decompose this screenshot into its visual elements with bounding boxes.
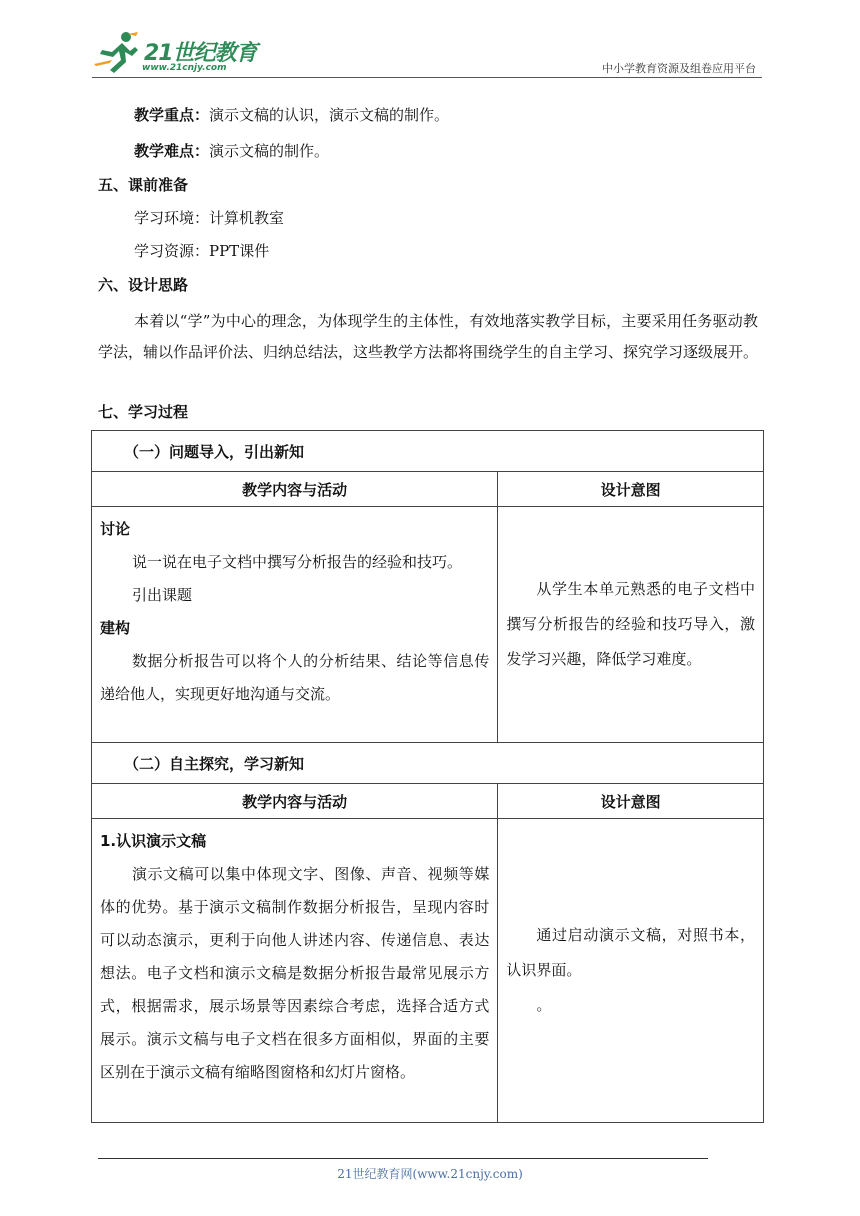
part2-intent-cell bbox=[498, 819, 764, 1123]
part2-intent-text: 通过启动演示文稿，对照书本，认识界面。 bbox=[506, 926, 755, 979]
header-divider bbox=[92, 77, 762, 78]
part1-col-intent: 设计意图 bbox=[498, 472, 764, 507]
section7-title: 七、学习过程 bbox=[98, 403, 189, 421]
part2-title: （二）自主探究，学习新知 bbox=[92, 743, 764, 784]
part2-intent-extra: 。 bbox=[536, 996, 552, 1014]
section5-title: 五、课前准备 bbox=[98, 176, 189, 194]
part2-content-cell bbox=[92, 819, 498, 1123]
footer-divider bbox=[98, 1158, 708, 1159]
discussion-text: 说一说在电子文档中撰写分析报告的经验和技巧。 bbox=[132, 553, 463, 571]
key-points-label: 教学重点： bbox=[134, 106, 210, 124]
difficulty-label: 教学难点： bbox=[134, 142, 210, 160]
part1-title: （一）问题导入，引出新知 bbox=[92, 431, 764, 472]
part1-content-cell bbox=[92, 507, 498, 743]
difficulty-text: 演示文稿的制作。 bbox=[209, 142, 330, 160]
recognize-ppt-text: 演示文稿可以集中体现文字、图像、声音、视频等媒体的优势。基于演示文稿制作数据分析报告，呈现内容时可以动态演示，更利于向他人讲述内容、传递信息、表达想法。电子文档和演示文稿是数据分析报告最常见展示方式，根据需求，展示场景等因素综合考虑，选择合适方式展示。演示文稿与电子文档在很多方面相似，界面的主要区别在于演示文稿有缩略图窗格和幻灯片窗格。 bbox=[100, 865, 490, 1081]
key-points bbox=[134, 104, 449, 126]
design-idea-text: 本着以“学”为中心的理念，为体现学生的主体性，有效地落实教学目标，主要采用任务驱动教学法，辅以作品评价法、归纳总结法，这些教学方法都将围绕学生的自主学习、探究学习逐级展开。 bbox=[98, 312, 759, 361]
part1-intent-text: 从学生本单元熟悉的电子文档中撰写分析报告的经验和技巧导入，激发学习兴趣，降低学习难度。 bbox=[506, 580, 755, 668]
construct-text: 数据分析报告可以将个人的分析结果、结论等信息传递给他人，实现更好地沟通与交流。 bbox=[100, 652, 490, 703]
logo-url: www.21cnjy.com bbox=[142, 63, 227, 73]
part1-col-content: 教学内容与活动 bbox=[92, 472, 498, 507]
difficulty-points bbox=[134, 140, 329, 162]
recognize-ppt-heading: 1.认识演示文稿 bbox=[100, 832, 207, 850]
process-table bbox=[91, 430, 764, 1123]
logo-text: 21世纪教育 bbox=[144, 41, 257, 66]
footer-text: 21世纪教育网(www.21cnjy.com) bbox=[337, 1167, 523, 1181]
learning-resources: 学习资源：PPT课件 bbox=[134, 242, 270, 260]
part2-col-intent: 设计意图 bbox=[498, 784, 764, 819]
runner-logo-icon bbox=[92, 30, 142, 74]
part2-col-content: 教学内容与活动 bbox=[92, 784, 498, 819]
learning-environment: 学习环境：计算机教室 bbox=[134, 209, 285, 227]
part1-intent-cell bbox=[498, 507, 764, 743]
discussion-heading: 讨论 bbox=[100, 520, 131, 538]
section6-title: 六、设计思路 bbox=[98, 276, 189, 294]
construct-heading: 建构 bbox=[100, 619, 131, 637]
topic-intro-text: 引出课题 bbox=[132, 586, 193, 604]
page-header bbox=[0, 0, 860, 82]
platform-name: 中小学教育资源及组卷应用平台 bbox=[602, 62, 756, 75]
site-logo bbox=[92, 30, 262, 80]
key-points-text: 演示文稿的认识，演示文稿的制作。 bbox=[209, 106, 450, 124]
